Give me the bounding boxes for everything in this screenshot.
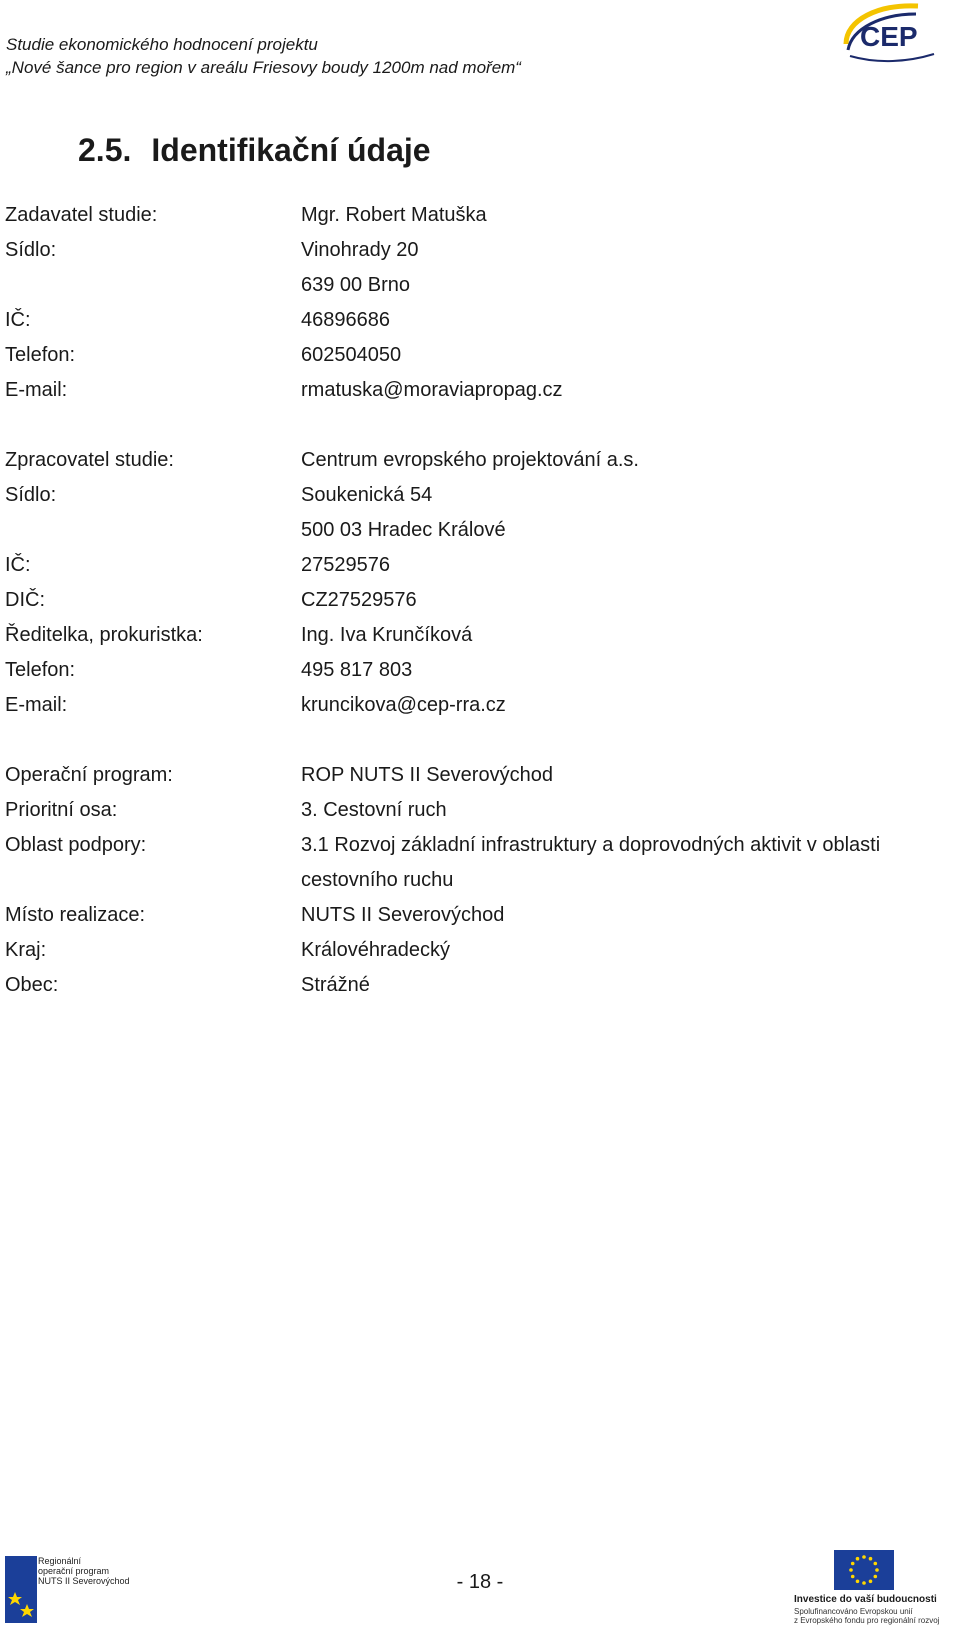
section-heading	[78, 132, 431, 169]
eu-star-icon	[851, 1562, 855, 1566]
obec-label: Obec:	[5, 974, 59, 996]
osa-label: Prioritní osa:	[5, 799, 118, 821]
section-number: 2.5.	[78, 132, 132, 168]
oblast-label: Oblast podpory:	[5, 834, 147, 856]
zpracovatel-dic-row	[0, 582, 960, 618]
sidlo-label: Sídlo:	[5, 484, 57, 506]
eu-star-icon	[856, 1580, 860, 1584]
obec-value: Strážné	[301, 974, 370, 996]
ic-label: IČ:	[5, 309, 31, 331]
misto-label: Místo realizace:	[5, 904, 146, 926]
oblast-value-line1: 3.1 Rozvoj základní infrastruktury a doprovodných aktivit v oblasti	[301, 834, 881, 856]
eu-star-icon	[862, 1555, 866, 1559]
zadavatel-label: Zadavatel studie:	[5, 204, 158, 226]
telefon-label: Telefon:	[5, 344, 76, 366]
rop-line3: NUTS II Severovýchod	[38, 1576, 130, 1586]
zpracovatel-city-row	[0, 512, 960, 548]
header-project-name: „Nové šance pro region v areálu Friesovy boudy 1200m nad mořem“	[6, 58, 521, 77]
zpracovatel-city: 500 03 Hradec Králové	[301, 519, 506, 541]
zpracovatel-telefon: 495 817 803	[301, 659, 413, 681]
zpracovatel-name: Centrum evropského projektování a.s.	[301, 449, 639, 471]
eu-slogan: Investice do vaší budoucnosti	[794, 1594, 937, 1605]
zadavatel-city: 639 00 Brno	[301, 274, 410, 296]
zpracovatel-email[interactable]: kruncikova@cep-rra.cz	[301, 694, 506, 716]
zpracovatel-director: Ing. Iva Krunčíková	[301, 624, 473, 646]
zadavatel-row	[0, 197, 960, 233]
zpracovatel-row	[0, 442, 960, 478]
email-label: E-mail:	[5, 694, 68, 716]
zadavatel-street: Vinohrady 20	[301, 239, 419, 261]
program-oblast-row-2	[0, 862, 960, 898]
zpracovatel-dic: CZ27529576	[301, 589, 417, 611]
eu-star-icon	[874, 1562, 878, 1566]
program-osa-row	[0, 792, 960, 828]
header-study-title: Studie ekonomického hodnocení projektu	[6, 35, 318, 54]
eu-star-icon	[849, 1568, 853, 1572]
zadavatel-sidlo-row	[0, 232, 960, 268]
zadavatel-city-row	[0, 267, 960, 303]
osa-value: 3. Cestovní ruch	[301, 799, 447, 821]
zadavatel-ic-row	[0, 302, 960, 338]
eu-star-icon	[875, 1568, 879, 1572]
eu-star-icon	[869, 1557, 873, 1561]
zadavatel-telefon: 602504050	[301, 344, 402, 366]
zpracovatel-street: Soukenická 54	[301, 484, 433, 506]
eu-flag-icon	[834, 1550, 894, 1590]
eu-line2: Spolufinancováno Evropskou unií	[794, 1607, 913, 1616]
page-number: - 18 -	[456, 1571, 504, 1593]
zadavatel-name: Mgr. Robert Matuška	[301, 204, 487, 226]
eu-star-icon	[862, 1581, 866, 1585]
program-obec-row	[0, 967, 960, 1003]
zadavatel-ic: 46896686	[301, 309, 390, 331]
dic-label: DIČ:	[5, 589, 45, 611]
kraj-value: Královéhradecký	[301, 939, 450, 961]
oblast-value-line2: cestovního ruchu	[301, 869, 454, 891]
zpracovatel-email-row	[0, 687, 960, 723]
eu-line3: z Evropského fondu pro regionální rozvoj	[794, 1616, 940, 1625]
program-kraj-row	[0, 932, 960, 968]
rop-line2: operační program	[38, 1566, 110, 1576]
op-value: ROP NUTS II Severovýchod	[301, 764, 553, 786]
misto-value: NUTS II Severovýchod	[301, 904, 505, 926]
zadavatel-tel-row	[0, 337, 960, 373]
telefon-label: Telefon:	[5, 659, 76, 681]
zpracovatel-director-row	[0, 617, 960, 653]
sidlo-label: Sídlo:	[5, 239, 57, 261]
ic-label: IČ:	[5, 554, 31, 576]
director-label: Ředitelka, prokuristka:	[5, 624, 203, 646]
rop-line1: Regionální	[38, 1556, 82, 1566]
zpracovatel-label: Zpracovatel studie:	[5, 449, 174, 471]
eu-star-icon	[856, 1557, 860, 1561]
zpracovatel-sidlo-row	[0, 477, 960, 513]
program-misto-row	[0, 897, 960, 933]
eu-logo	[764, 1550, 940, 1625]
kraj-label: Kraj:	[5, 939, 47, 961]
program-op-row	[0, 757, 960, 793]
email-label: E-mail:	[5, 379, 68, 401]
cep-logo	[838, 0, 958, 72]
cep-logo-text: CEP	[860, 21, 918, 52]
eu-star-icon	[869, 1580, 873, 1584]
program-oblast-row	[0, 827, 960, 863]
eu-cofinance	[794, 1607, 939, 1625]
section-title: Identifikační údaje	[151, 132, 431, 168]
zpracovatel-ic-row	[0, 547, 960, 583]
eu-star-icon	[874, 1575, 878, 1579]
zadavatel-email-row	[0, 372, 960, 408]
zpracovatel-ic: 27529576	[301, 554, 390, 576]
eu-star-icon	[851, 1575, 855, 1579]
op-label: Operační program:	[5, 764, 173, 786]
zadavatel-email[interactable]: rmatuska@moraviapropag.cz	[301, 379, 563, 401]
zpracovatel-tel-row	[0, 652, 960, 688]
